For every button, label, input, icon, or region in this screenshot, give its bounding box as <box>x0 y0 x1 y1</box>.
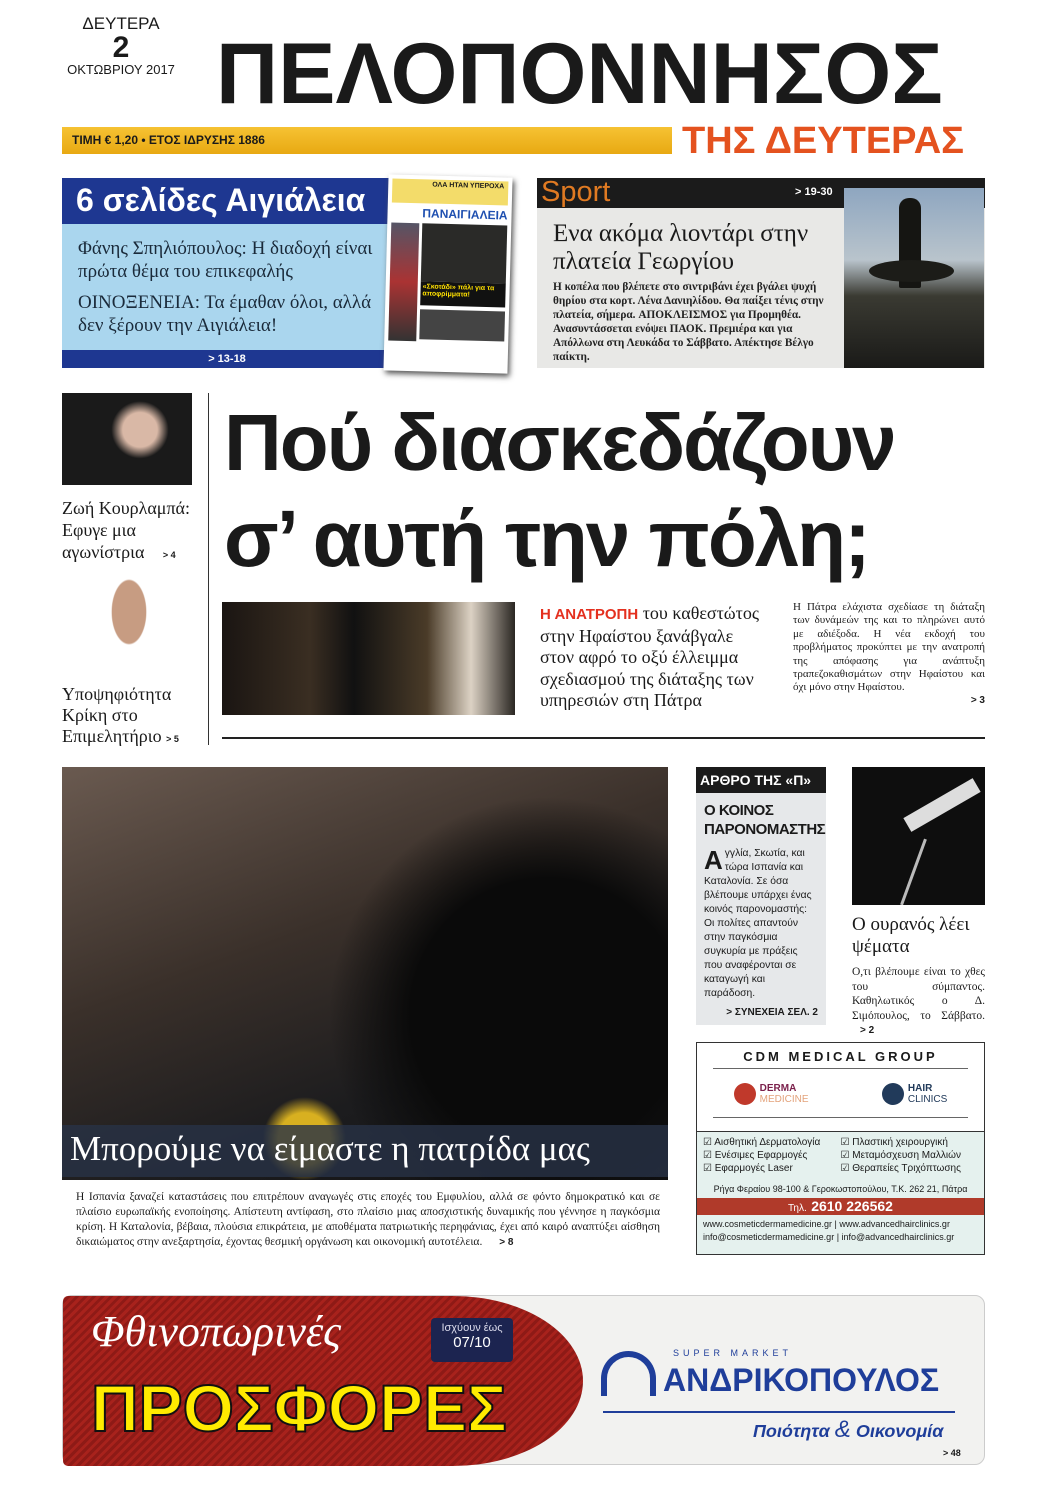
aigialeia-pages: > 13-18 <box>62 350 392 368</box>
thumb-title: ΠΑΝΑΙΓΙΑΛΕΙΑ <box>422 206 508 223</box>
article-box[interactable] <box>696 767 826 1025</box>
month-year: ΟΚΤΩΒΡΙΟΥ 2017 <box>67 62 175 77</box>
lead-body: Η Πάτρα ελάχιστα σχεδίασε τη διάταξη των δυνάμεών της και το πληρώνει αυτό με αδιέξοδα. Η νέα εκδοχή του προβλήματος προκύπτει με την ανατροπή της απόφασης για ανάπτυξη τραπεζοκαθισμάτων στην Ηφαίστου και όχι μόνο στην Ηφαίστου. <box>793 601 985 694</box>
phone-bar <box>697 1198 984 1215</box>
slogan-b: Οικονομία <box>855 1421 944 1441</box>
hair-b: CLINICS <box>907 1094 948 1105</box>
article-ref[interactable]: > ΣΥΝΕΧΕΙΑ ΣΕΛ. 2 <box>726 1007 818 1018</box>
street-photo <box>222 602 515 715</box>
service-item: ☑ Μεταμόσχευση Μαλλιών <box>840 1150 961 1161</box>
hair-a: HAIR <box>907 1083 933 1094</box>
sport-body-1: Η κοπέλα που βλέπετε στο σιντριβάνι έχει βγάλει ψυχή θηρίου στα κορτ. Λένα Δανιηλίδου. Θα παίξει τένις στην πλατεία, σήμερα. <box>553 281 824 321</box>
lead-headline-2[interactable]: σ’ αυτή την πόλη; <box>224 494 869 583</box>
caption-bar <box>62 1125 668 1177</box>
thumb-headline: «Σκοτάδι» πάλι για τα αποφρίμματα! <box>420 281 506 307</box>
sport-body-bold: ΑΠΟΚΛΕΙΣΜΟΣ <box>638 309 728 321</box>
slogan-a: Ποιότητα <box>753 1421 830 1441</box>
andrikopoulos-logo-icon <box>601 1351 656 1396</box>
derma-logo <box>734 1083 809 1105</box>
medical-ad[interactable] <box>696 1042 985 1255</box>
sport-pages: > 19-30 <box>795 186 833 198</box>
derma-b: MEDICINE <box>759 1094 809 1105</box>
hair-logo <box>882 1083 947 1105</box>
article-label: ΑΡΘΡΟ ΤΗΣ «Π» <box>696 767 826 793</box>
day: ΔΕΥΤΕΡΑ <box>82 14 160 33</box>
sidebar-ref-1: > 4 <box>162 550 176 560</box>
aigialeia-box[interactable] <box>62 178 392 368</box>
article-dropcap: Α <box>704 845 723 875</box>
supermarket-ad[interactable] <box>62 1295 985 1465</box>
lead-rule <box>222 737 985 739</box>
address: Ρήγα Φεραίου 98-100 & Γεροκωστοπούλου, Τ.Κ. 262 21, Πάτρα <box>713 1184 968 1194</box>
article-text: γγλία, Σκωτία, και τώρα Ισπανία και Καταλονία. Σε όσα βλέπουμε υπάρχει ένας κοινός παρονομαστής: Οι πολίτες απαντούν στην παγκόσμια συγκυρία με πράξεις που αναφέρονται σε καταγωγή και παράδοση. <box>704 848 812 999</box>
aigialeia-item-2: ΟΙΝΟΞΕΝΕΙΑ: Τα έμαθαν όλοι, αλλά δεν ξέρουν την Αιγιάλεια! <box>78 292 372 336</box>
price-bar <box>62 127 672 154</box>
email-2[interactable]: info@advancedhairclinics.gr <box>841 1232 955 1242</box>
sport-label: Sport <box>541 176 611 208</box>
ad-ref[interactable]: > 48 <box>943 1448 961 1458</box>
lead-deck <box>540 603 760 712</box>
catalonia-text: Η Ισπανία ξαναζεί καταστάσεις που επιτρέπουν αναγωγές στις εποχές του Εμφυλίου, αλλά σε φόντο δημοκρατικό και σε πλαίσιο ευρωπαϊκής ενοποίησης. Απίστευτη αντίφαση, στο πλαίσιο μιας αποσχιστικής δυναμικής που γέννησε η παγκόσμια κρίση. Η Καταλονία, βέβαια, πλούσια επικράτεια, με αποθέματα πατριωτικής περηφάνιας, έχει από καιρό αναπτύξει αίσθηση δικαιώματος στην ανεξαρτησία, έχοντας θεσμική οργάνωση και οικονομική αυτοτέλεια. <box>76 1191 660 1248</box>
web-link-2[interactable]: www.advancedhairclinics.gr <box>839 1219 950 1229</box>
kourlampa-photo <box>62 393 192 485</box>
sidebar-ref-2: > 5 <box>166 734 179 744</box>
slogan-amp: & <box>834 1416 851 1443</box>
telescope-photo <box>852 767 985 905</box>
catalonia-body <box>76 1190 660 1250</box>
column-divider <box>208 393 209 745</box>
service-item: ☑ Αισθητική Δερματολογία <box>703 1137 821 1148</box>
panaigialeia-thumbnail[interactable] <box>383 174 512 373</box>
sport-body <box>553 280 843 364</box>
catalonia-caption: Μπορούμε να είμαστε η πατρίδα μας <box>70 1129 590 1168</box>
offers-line2: ΠΡΟΣΦΟΡΕΣ <box>91 1371 507 1445</box>
sidebar-story-2[interactable] <box>62 684 207 750</box>
newspaper-subtitle: ΤΗΣ ΔΕΥΤΕΡΑΣ <box>682 120 964 162</box>
fountain-photo <box>844 188 984 368</box>
valid-badge <box>431 1318 513 1362</box>
newspaper-title: ΠΕΛΟΠΟΝΝΗΣΟΣ <box>216 26 943 122</box>
phone-label: Τηλ. <box>788 1203 807 1214</box>
derma-a: DERMA <box>759 1083 797 1094</box>
super-market-label: SUPER MARKET <box>673 1348 793 1358</box>
catalonia-photo[interactable] <box>62 767 668 1180</box>
thumb-photo <box>421 223 507 283</box>
email-1[interactable]: info@cosmeticdermamedicine.gr <box>703 1232 835 1242</box>
kriki-photo <box>95 570 163 675</box>
date-number: 2 <box>112 31 130 64</box>
web-link-1[interactable]: www.cosmeticdermamedicine.gr <box>703 1219 833 1229</box>
thumb-top: ΟΛΑ ΗΤΑΝ ΥΠΕΡΟΧΑ <box>392 179 509 206</box>
service-item: ☑ Ενέσιμες Εφαρμογές <box>703 1150 808 1161</box>
medical-ad-title: CDM MEDICAL GROUP <box>743 1049 938 1064</box>
sidebar-caption-1: Ζωή Κουρλαμπά: Εφυγε μια αγωνίστρια <box>62 498 190 562</box>
sidebar-story-1[interactable] <box>62 497 202 566</box>
date-block <box>66 14 176 77</box>
sky-text: Ο,τι βλέπουμε είναι το χθες του σύμπαντος. Καθηλωτικός ο Δ. Σιμόπουλος, το Σάββατο. <box>852 966 985 1022</box>
valid-label: Ισχύουν έως <box>441 1322 503 1334</box>
service-item: ☑ Θεραπείες Τριχόπτωσης <box>840 1163 961 1174</box>
lead-ref[interactable]: > 3 <box>970 694 985 706</box>
sky-body <box>852 965 985 1039</box>
sky-ref[interactable]: > 2 <box>860 1025 875 1036</box>
slogan <box>753 1416 943 1444</box>
lead-deck-text: του καθεστώτος στην Ηφαίστου ξανάβγαλε στον αφρό το οξύ έλλειμμα σχεδιασμού της διάταξης των υπηρεσιών στη Πάτρα <box>540 603 760 710</box>
sky-headline[interactable]: Ο ουρανός λέει ψέματα <box>852 914 970 957</box>
aigialeia-item-1: Φάνης Σπηλιόπουλος: Η διαδοχή είναι πρώτα θέμα του επικεφαλής <box>78 238 373 282</box>
offers-line1: Φθινοπωρινές <box>91 1307 342 1356</box>
services-area: ☑ Αισθητική Δερματολογία ☑ Πλαστική χειρουργική ☑ Ενέσιμες Εφαρμογές ☑ Μεταμόσχευση Μαλλιών ☑ Εφαρμογές Laser ☑ Θεραπείες Τριχόπτωσης Ρήγα Φεραίου 98-100 & Γεροκωστοπούλου, Τ.Κ. 262 21, Πάτρα Τηλ. 2610 226562 www.cosmeticdermamedicine.gr | www.advancedhairclinics.gr info@cosmeticdermamedicine.gr | info@advancedhairclinics.gr <box>697 1131 984 1254</box>
lead-headline-1[interactable]: Πού διασκεδάζουν <box>224 398 895 487</box>
aigialeia-header: 6 σελίδες Αιγιάλεια <box>62 178 392 224</box>
catalonia-ref[interactable]: > 8 <box>499 1237 514 1248</box>
sidebar-caption-2: Υποψηφιότητα Κρίκη στο Επιμελητήριο <box>62 684 172 746</box>
valid-date: 07/10 <box>453 1334 491 1351</box>
sport-box[interactable] <box>537 178 985 368</box>
sport-headline: Ενα ακόμα λιοντάρι στην πλατεία Γεωργίου <box>553 220 809 275</box>
lead-kicker: Η ΑΝΑΤΡΟΠΗ <box>540 606 639 623</box>
article-title: Ο ΚΟΙΝΟΣ ΠΑΡΟΝΟΜΑΣΤΗΣ <box>704 802 826 838</box>
service-item: ☑ Πλαστική χειρουργική <box>840 1137 948 1148</box>
andrikopoulos-brand: ΑΝΔΡΙΚΟΠΟΥΛΟΣ <box>663 1362 940 1398</box>
article-body <box>696 839 826 1001</box>
phone-number: 2610 226562 <box>811 1198 893 1214</box>
service-item: ☑ Εφαρμογές Laser <box>703 1163 793 1174</box>
lead-body-block <box>793 601 985 707</box>
offers-panel <box>63 1296 583 1466</box>
price-line: ΤΙΜΗ € 1,20 • ΕΤΟΣ ΙΔΡΥΣΗΣ 1886 <box>72 133 265 147</box>
sport-body-2: για Προμηθέα. Ανασυντάσσεται ενόψει ΠΑΟΚ. Πρεμιέρα και για Απόλλωνα στη Λευκάδα το Σάββατο. Απέκτησε Βέλγο παίκτη. <box>553 309 814 363</box>
